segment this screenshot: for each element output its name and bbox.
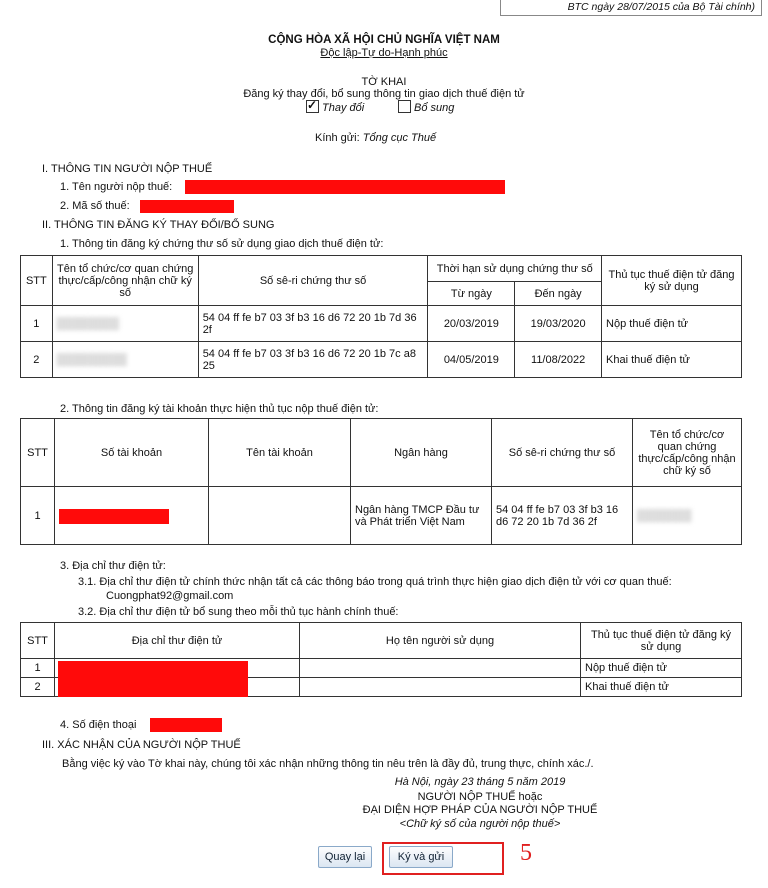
email-value: Cuongphat92@gmail.com — [106, 590, 234, 602]
redacted-name — [185, 180, 505, 194]
table-row — [21, 342, 742, 378]
cert-row2-org-blurred: █████████ — [52, 342, 198, 378]
email-header-stt: STT — [21, 623, 55, 659]
email-row2-stt: 2 — [21, 678, 55, 697]
cert-title: 1. Thông tin đăng ký chứng thư số sử dụng giao dịch thuế điện tử: — [60, 238, 384, 250]
step-number: 5 — [520, 840, 532, 866]
form-title: TỜ KHAI — [361, 76, 407, 88]
recipient-label: Kính gửi: — [315, 132, 360, 144]
email-row1-user — [300, 659, 581, 678]
email-3-1: 3.1. Địa chỉ thư điện tử chính thức nhận tất cả các thông báo trong quá trình thực hiện giao dịch điện tử với cơ quan thuế: — [78, 576, 672, 588]
signer-line3: <Chữ ký số của người nộp thuế> — [399, 818, 561, 830]
change-checkbox[interactable] — [306, 100, 364, 114]
sign-date: Hà Nội, ngày 23 tháng 5 năm 2019 — [394, 776, 566, 788]
bank-title: 2. Thông tin đăng ký tài khoản thực hiện thủ tục nộp thuế điện tử: — [60, 403, 379, 415]
cert-header-from: Từ ngày — [428, 282, 515, 306]
cert-row1-org-blurred: ████████ — [52, 306, 198, 342]
cert-row2-serial: 54 04 ff fe b7 03 3f b3 16 d6 72 20 1b 7c a8 25 — [198, 342, 428, 378]
email-row2-user — [300, 678, 581, 697]
form-subtitle: Đăng ký thay đổi, bổ sung thông tin giao dịch thuế điện tử — [243, 88, 525, 100]
bank-row1-org-blurred: ███████ — [633, 487, 742, 545]
add-label: Bổ sung — [414, 102, 455, 114]
nation-title: CỘNG HÒA XÃ HỘI CHỦ NGHĨA VIỆT NAM — [268, 34, 500, 46]
redacted-tax-code — [140, 200, 234, 213]
bank-header-bank: Ngân hàng — [351, 419, 492, 487]
bank-row1-stt: 1 — [21, 487, 55, 545]
email-row1-procedure: Nộp thuế điện tử — [581, 659, 742, 678]
bank-row1-account-redacted — [55, 487, 209, 545]
cert-row1-stt: 1 — [21, 306, 53, 342]
bank-row1-serial: 54 04 ff fe b7 03 3f b3 16 d6 72 20 1b 7d 36 2f — [492, 487, 633, 545]
email-header-user: Họ tên người sử dụng — [300, 623, 581, 659]
cert-row1-procedure: Nộp thuế điện tử — [602, 306, 742, 342]
email-header-address: Địa chỉ thư điện tử — [55, 623, 300, 659]
bank-header-account-no: Số tài khoản — [55, 419, 209, 487]
email-title: 3. Địa chỉ thư điện tử: — [60, 560, 166, 572]
highlight-box — [382, 842, 504, 875]
cert-table — [20, 255, 742, 378]
bank-header-stt: STT — [21, 419, 55, 487]
cert-row1-to: 19/03/2020 — [515, 306, 602, 342]
email-row2-procedure: Khai thuế điện tử — [581, 678, 742, 697]
add-checkbox[interactable] — [398, 100, 454, 114]
table-row — [21, 306, 742, 342]
section1-title: I. THÔNG TIN NGƯỜI NỘP THUẾ — [42, 163, 213, 175]
bank-table — [20, 418, 742, 545]
bank-header-org: Tên tổ chức/cơ quan chứng thực/cấp/công nhận chữ ký số — [633, 419, 742, 487]
section2-title: II. THÔNG TIN ĐĂNG KÝ THAY ĐỔI/BỔ SUNG — [42, 219, 275, 231]
redacted-emails — [58, 661, 248, 697]
email-row1-stt: 1 — [21, 659, 55, 678]
redacted-phone — [150, 718, 222, 732]
cert-row2-procedure: Khai thuế điện tử — [602, 342, 742, 378]
section3-title: III. XÁC NHẬN CỦA NGƯỜI NỘP THUẾ — [42, 739, 241, 751]
cert-row1-from: 20/03/2019 — [428, 306, 515, 342]
signer-line2: ĐẠI DIỆN HỢP PHÁP CỦA NGƯỜI NỘP THUẾ — [362, 804, 598, 816]
cert-row2-from: 04/05/2019 — [428, 342, 515, 378]
cert-header-to: Đến ngày — [515, 282, 602, 306]
table-row — [21, 487, 742, 545]
motto: Độc lập-Tự do-Hạnh phúc — [320, 47, 448, 59]
email-header-procedure: Thủ tục thuế điện tử đăng ký sử dụng — [581, 623, 742, 659]
bank-header-account-name: Tên tài khoản — [209, 419, 351, 487]
cert-row1-serial: 54 04 ff fe b7 03 3f b3 16 d6 72 20 1b 7d 36 2f — [198, 306, 428, 342]
cert-header-period: Thời hạn sử dụng chứng thư số — [428, 256, 602, 282]
checkbox-unchecked-icon[interactable] — [398, 100, 411, 113]
cert-header-stt: STT — [21, 256, 53, 306]
recipient-value: Tổng cục Thuế — [362, 132, 437, 144]
checkbox-checked-icon[interactable] — [306, 100, 319, 113]
taxpayer-name-label: 1. Tên người nộp thuế: — [60, 181, 173, 193]
signer-line1: NGƯỜI NỘP THUẾ hoặc — [417, 791, 543, 803]
cert-row2-stt: 2 — [21, 342, 53, 378]
back-button[interactable]: Quay lại — [318, 846, 372, 868]
cert-header-serial: Số sê-ri chứng thư số — [198, 256, 428, 306]
bank-header-serial: Số sê-ri chứng thư số — [492, 419, 633, 487]
change-label: Thay đổi — [322, 102, 365, 114]
tax-code-label: 2. Mã số thuế: — [60, 200, 130, 212]
header-note: BTC ngày 28/07/2015 của Bộ Tài chính) — [500, 0, 762, 16]
cert-header-org: Tên tổ chức/cơ quan chứng thực/cấp/công nhận chữ ký số — [52, 256, 198, 306]
cert-row2-to: 11/08/2022 — [515, 342, 602, 378]
cert-header-procedure: Thủ tục thuế điện tử đăng ký sử dụng — [602, 256, 742, 306]
recipient — [315, 132, 436, 144]
redacted-account — [59, 509, 169, 524]
email-3-2: 3.2. Địa chỉ thư điện tử bổ sung theo mỗi thủ tục hành chính thuế: — [78, 606, 399, 618]
sign-send-button[interactable]: Ký và gửi — [389, 846, 453, 868]
phone-label: 4. Số điện thoại — [60, 719, 137, 731]
bank-row1-account-name — [209, 487, 351, 545]
bank-row1-bank: Ngân hàng TMCP Đầu tư và Phát triển Việt Nam — [351, 487, 492, 545]
statement: Bằng việc ký vào Tờ khai này, chúng tôi xác nhận những thông tin nêu trên là đầy đủ, trung thực, chính xác./. — [62, 758, 594, 770]
